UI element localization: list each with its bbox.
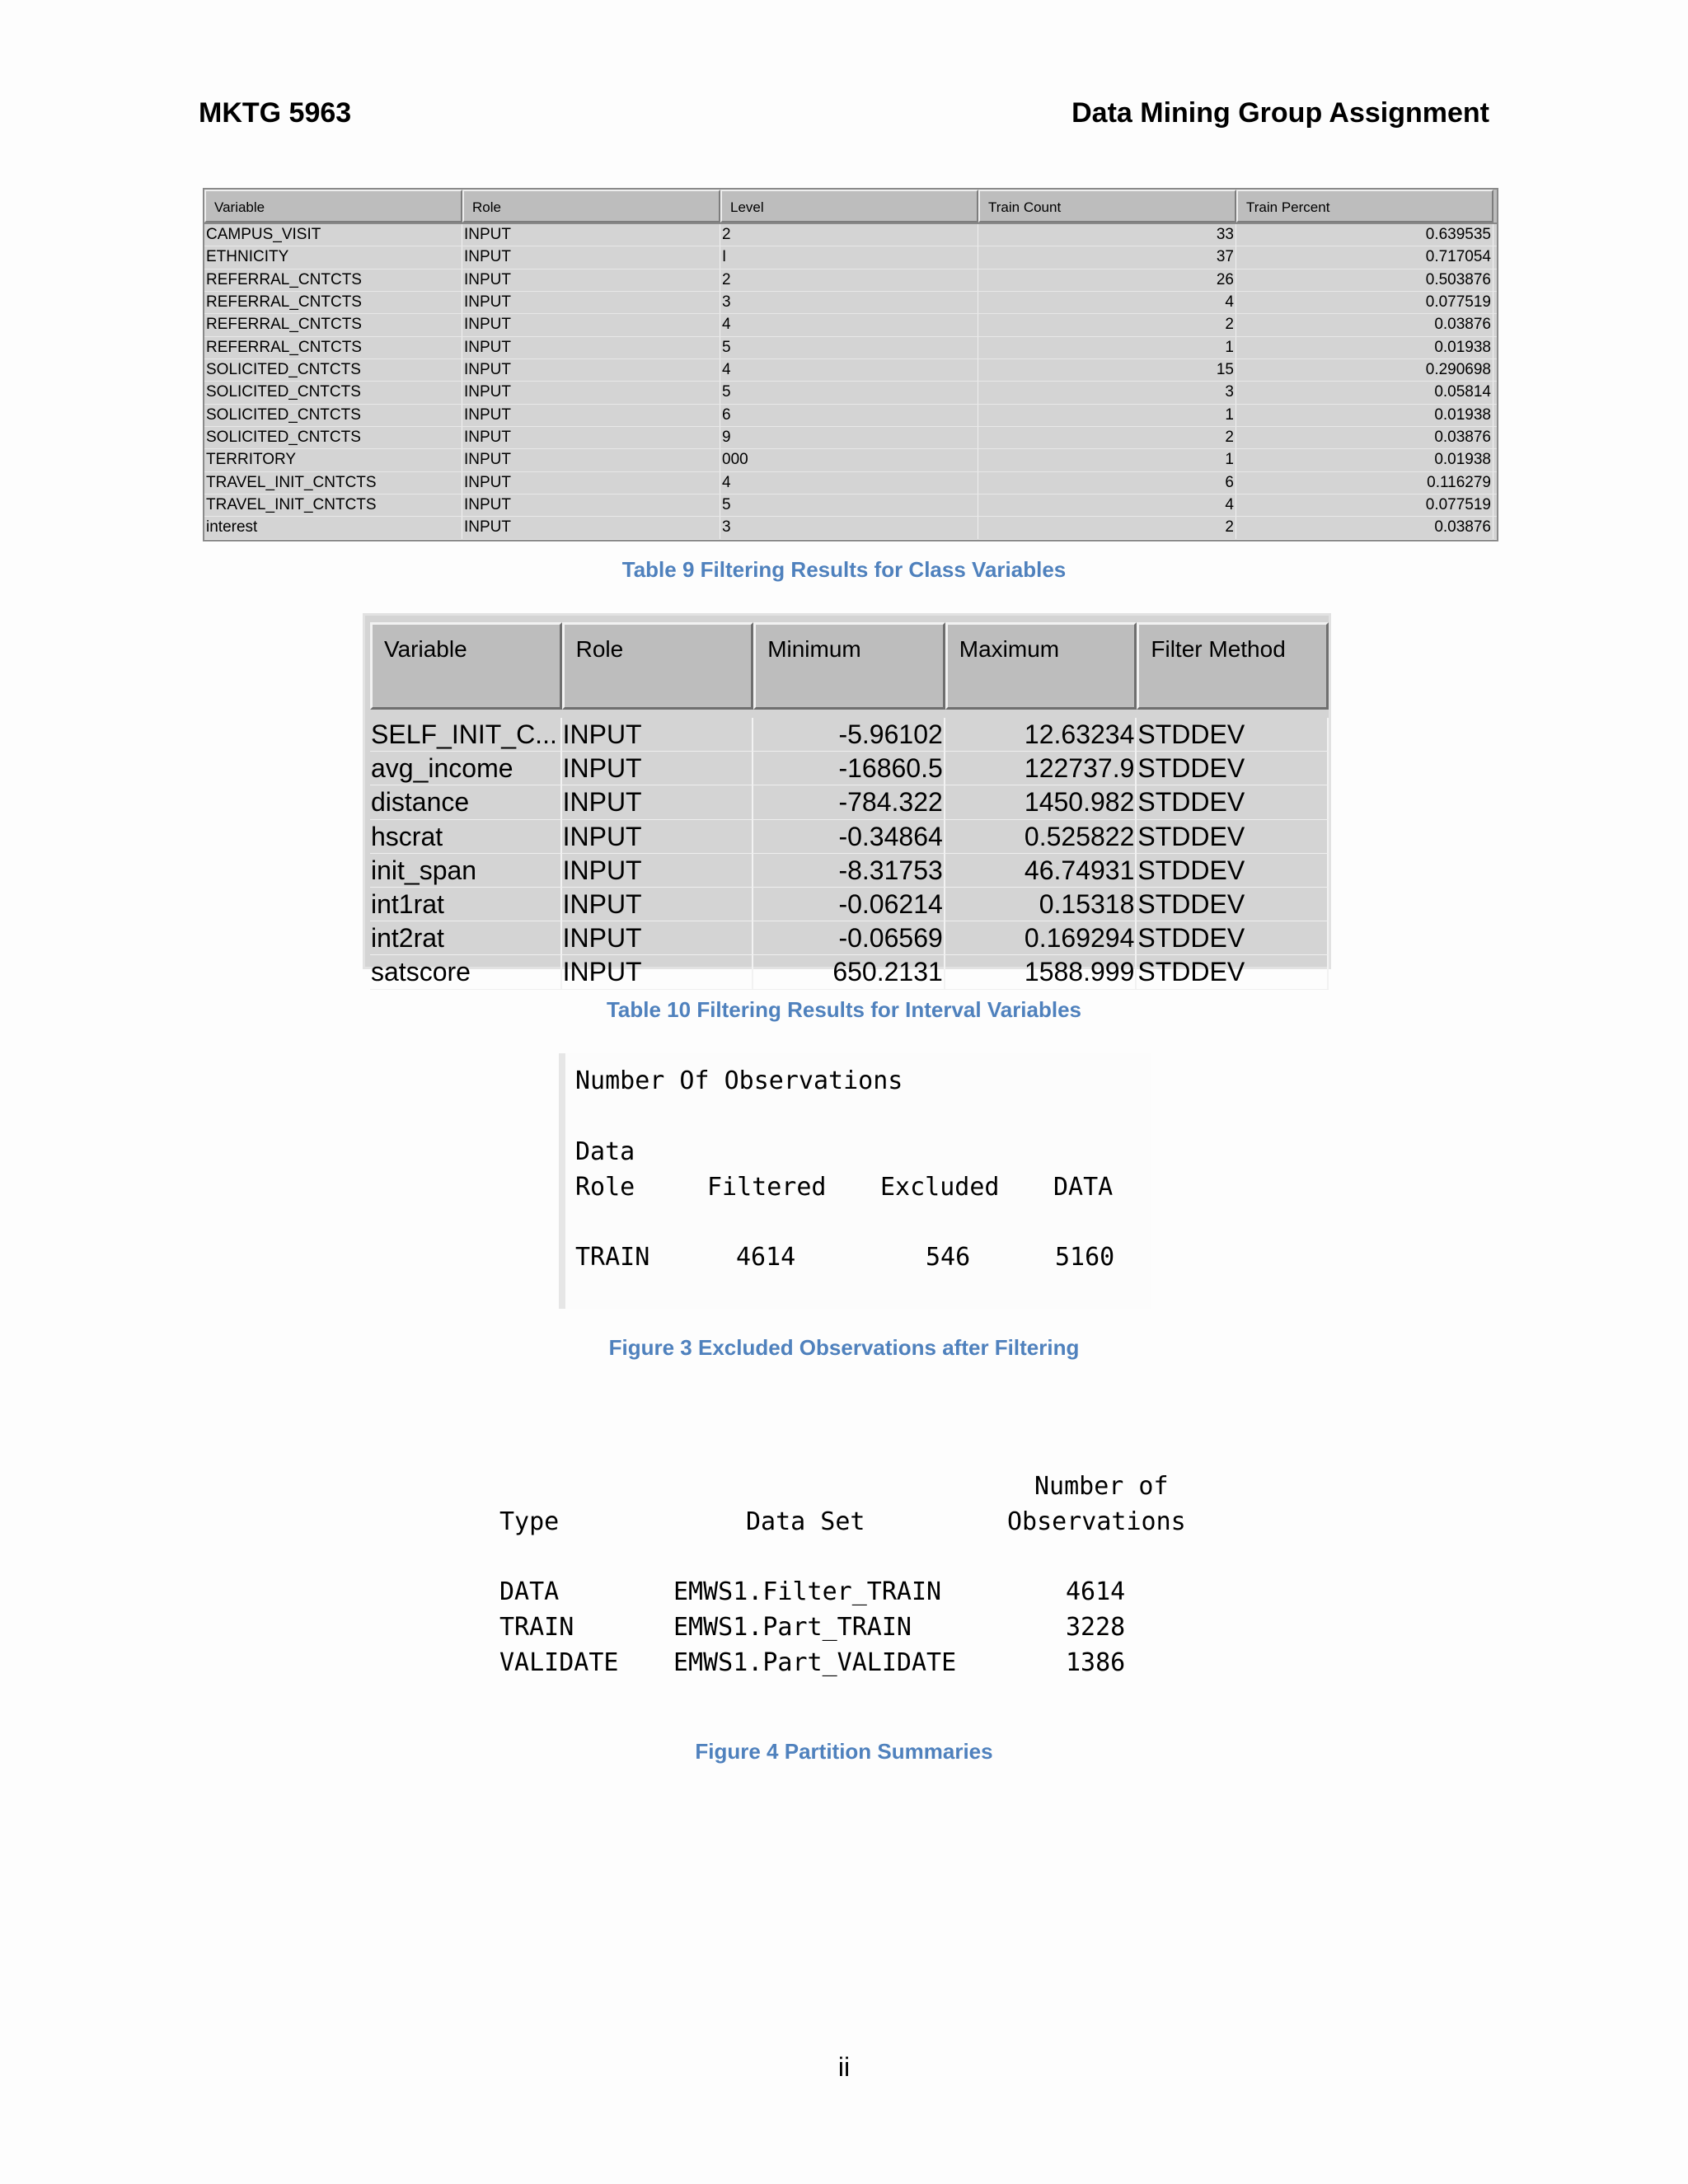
table-cell: 650.2131 bbox=[753, 955, 945, 988]
partition-type: TRAIN bbox=[499, 1613, 574, 1642]
table-cell: STDDEV bbox=[1137, 718, 1329, 751]
table-row[interactable] bbox=[370, 955, 1329, 989]
table-cell: 2 bbox=[720, 269, 978, 291]
table-row[interactable] bbox=[204, 246, 1497, 269]
table-cell: INPUT bbox=[462, 269, 720, 291]
table-cell: 15 bbox=[978, 359, 1236, 381]
table-cell: 4 bbox=[978, 292, 1236, 313]
table-cell: -0.34864 bbox=[753, 820, 945, 853]
excluded-value: 546 bbox=[926, 1243, 971, 1272]
table-cell: SELF_INIT_C... bbox=[370, 718, 562, 751]
table-cell: init_span bbox=[370, 854, 562, 887]
table-cell: I bbox=[720, 246, 978, 268]
table-cell: INPUT bbox=[562, 718, 754, 751]
table-cell: -0.06214 bbox=[753, 888, 945, 921]
role-header-line1: Data bbox=[575, 1137, 635, 1166]
table-cell: INPUT bbox=[462, 472, 720, 494]
table-row[interactable] bbox=[204, 449, 1497, 471]
table-cell: STDDEV bbox=[1137, 888, 1329, 921]
table-cell: SOLICITED_CNTCTS bbox=[204, 427, 462, 448]
table-cell: 1 bbox=[978, 449, 1236, 471]
table-cell: 0.01938 bbox=[1236, 405, 1493, 426]
type-header: Type bbox=[499, 1507, 560, 1536]
table-cell: 3 bbox=[720, 517, 978, 538]
table-row[interactable] bbox=[204, 292, 1497, 314]
table-cell: 0.169294 bbox=[945, 921, 1137, 954]
table-cell: 2 bbox=[978, 517, 1236, 538]
table-cell: 26 bbox=[978, 269, 1236, 291]
table-cell: -16860.5 bbox=[753, 752, 945, 785]
table-cell: STDDEV bbox=[1137, 921, 1329, 954]
table-cell: REFERRAL_CNTCTS bbox=[204, 292, 462, 313]
figure4-caption: Figure 4 Partition Summaries bbox=[695, 1739, 993, 1764]
table-cell: int1rat bbox=[370, 888, 562, 921]
table-cell: 3 bbox=[720, 292, 978, 313]
table-cell: STDDEV bbox=[1137, 752, 1329, 785]
table-cell: INPUT bbox=[562, 854, 754, 887]
table-cell: 0.03876 bbox=[1236, 427, 1493, 448]
table-row[interactable] bbox=[204, 382, 1497, 404]
excluded-observations-output bbox=[559, 1053, 1151, 1309]
dataset-header: Data Set bbox=[746, 1507, 865, 1536]
table-cell: 0.03876 bbox=[1236, 314, 1493, 335]
document-title: Data Mining Group Assignment bbox=[1071, 97, 1489, 129]
column-header-train-percent[interactable]: Train Percent bbox=[1236, 190, 1493, 223]
page-number: ii bbox=[837, 2052, 851, 2082]
table-cell: 0.503876 bbox=[1236, 269, 1493, 291]
table-cell: INPUT bbox=[462, 494, 720, 516]
column-header-role[interactable]: Role bbox=[562, 622, 754, 710]
table-cell: TRAVEL_INIT_CNTCTS bbox=[204, 494, 462, 516]
table-row[interactable] bbox=[204, 337, 1497, 359]
table-cell: TERRITORY bbox=[204, 449, 462, 471]
table-cell: 0.05814 bbox=[1236, 382, 1493, 403]
table-cell: 0.717054 bbox=[1236, 246, 1493, 268]
table-row[interactable] bbox=[204, 359, 1497, 382]
column-header-maximum[interactable]: Maximum bbox=[945, 622, 1137, 710]
table-cell: 2 bbox=[978, 314, 1236, 335]
partition-dataset: EMWS1.Filter_TRAIN bbox=[673, 1577, 942, 1606]
table-cell: INPUT bbox=[562, 752, 754, 785]
table-row[interactable] bbox=[204, 314, 1497, 336]
filtered-header: Filtered bbox=[707, 1173, 827, 1202]
interval-variables-table bbox=[363, 613, 1331, 987]
table-cell: INPUT bbox=[462, 449, 720, 471]
table-cell: 2 bbox=[978, 427, 1236, 448]
table-cell: hscrat bbox=[370, 820, 562, 853]
filtered-value: 4614 bbox=[736, 1243, 796, 1272]
excluded-header: Excluded bbox=[880, 1173, 1000, 1202]
table-cell: INPUT bbox=[462, 246, 720, 268]
table-cell: TRAVEL_INIT_CNTCTS bbox=[204, 472, 462, 494]
table-row[interactable] bbox=[370, 785, 1329, 819]
table-cell: STDDEV bbox=[1137, 785, 1329, 818]
table-cell: INPUT bbox=[562, 888, 754, 921]
course-code: MKTG 5963 bbox=[199, 97, 352, 129]
table-cell: 4 bbox=[978, 494, 1236, 516]
table-cell: INPUT bbox=[462, 427, 720, 448]
table-cell: INPUT bbox=[562, 921, 754, 954]
table-cell: 4 bbox=[720, 314, 978, 335]
table-cell: 1 bbox=[978, 405, 1236, 426]
table-row[interactable] bbox=[204, 517, 1497, 539]
table-cell: INPUT bbox=[562, 785, 754, 818]
table-cell: INPUT bbox=[562, 820, 754, 853]
partition-dataset: EMWS1.Part_VALIDATE bbox=[673, 1648, 957, 1677]
table-cell: 0.290698 bbox=[1236, 359, 1493, 381]
table-cell: 4 bbox=[720, 359, 978, 381]
output-title: Number Of Observations bbox=[575, 1066, 903, 1095]
partition-observations: 3228 bbox=[1066, 1613, 1126, 1642]
table-cell: 0.077519 bbox=[1236, 494, 1493, 516]
table-row[interactable] bbox=[204, 427, 1497, 449]
table-cell: 4 bbox=[720, 472, 978, 494]
table-cell: 1 bbox=[978, 337, 1236, 359]
table-row[interactable] bbox=[204, 224, 1497, 246]
table-cell: int2rat bbox=[370, 921, 562, 954]
table-cell: 0.15318 bbox=[945, 888, 1137, 921]
table10-caption: Table 10 Filtering Results for Interval Variables bbox=[606, 997, 1082, 1022]
table-row[interactable] bbox=[204, 494, 1497, 517]
table-cell: SOLICITED_CNTCTS bbox=[204, 359, 462, 381]
table-cell: -8.31753 bbox=[753, 854, 945, 887]
observations-header-line2: Observations bbox=[1007, 1507, 1186, 1536]
figure3-caption: Figure 3 Excluded Observations after Filtering bbox=[608, 1335, 1080, 1360]
table-cell: REFERRAL_CNTCTS bbox=[204, 337, 462, 359]
table-row[interactable] bbox=[370, 718, 1329, 752]
table-cell: 0.03876 bbox=[1236, 517, 1493, 538]
table-cell: interest bbox=[204, 517, 462, 538]
table-cell: ETHNICITY bbox=[204, 246, 462, 268]
table-cell: 6 bbox=[978, 472, 1236, 494]
page-header bbox=[199, 97, 1489, 138]
table-cell: 12.63234 bbox=[945, 718, 1137, 751]
data-header: DATA bbox=[1053, 1173, 1114, 1202]
table-cell: distance bbox=[370, 785, 562, 818]
table-cell: 0.01938 bbox=[1236, 449, 1493, 471]
table-cell: 9 bbox=[720, 427, 978, 448]
table-cell: 1450.982 bbox=[945, 785, 1137, 818]
table-row[interactable] bbox=[204, 405, 1497, 427]
table-cell: 5 bbox=[720, 337, 978, 359]
column-header-variable[interactable]: Variable bbox=[204, 190, 462, 223]
table-cell: INPUT bbox=[462, 405, 720, 426]
table-cell: -784.322 bbox=[753, 785, 945, 818]
column-header-minimum[interactable]: Minimum bbox=[753, 622, 945, 710]
table-cell: 0.639535 bbox=[1236, 224, 1493, 246]
role-value: TRAIN bbox=[575, 1243, 650, 1272]
table-cell: INPUT bbox=[462, 517, 720, 538]
table-cell: INPUT bbox=[462, 382, 720, 403]
table-cell: -5.96102 bbox=[753, 718, 945, 751]
table-cell: 1588.999 bbox=[945, 955, 1137, 988]
partition-observations: 1386 bbox=[1066, 1648, 1126, 1677]
table-cell: INPUT bbox=[462, 359, 720, 381]
table-cell: 46.74931 bbox=[945, 854, 1137, 887]
table-cell: 6 bbox=[720, 405, 978, 426]
table-cell: 0.01938 bbox=[1236, 337, 1493, 359]
table-row[interactable] bbox=[370, 854, 1329, 888]
table-cell: STDDEV bbox=[1137, 955, 1329, 988]
role-header-line2: Role bbox=[575, 1173, 635, 1202]
table-header-row bbox=[370, 622, 1329, 710]
table-cell: 5 bbox=[720, 494, 978, 516]
partition-type: VALIDATE bbox=[499, 1648, 619, 1677]
column-header-filter-method[interactable]: Filter Method bbox=[1137, 622, 1329, 710]
table-cell: 3 bbox=[978, 382, 1236, 403]
column-header-role[interactable]: Role bbox=[462, 190, 720, 223]
table9-caption: Table 9 Filtering Results for Class Variables bbox=[621, 557, 1067, 582]
table-cell: CAMPUS_VISIT bbox=[204, 224, 462, 246]
table-cell: 33 bbox=[978, 224, 1236, 246]
table-cell: avg_income bbox=[370, 752, 562, 785]
table-row[interactable] bbox=[370, 888, 1329, 921]
table-cell: 0.116279 bbox=[1236, 472, 1493, 494]
table-row[interactable] bbox=[370, 820, 1329, 854]
partition-type: DATA bbox=[499, 1577, 560, 1606]
column-header-variable[interactable]: Variable bbox=[370, 622, 562, 710]
table-cell: 0.077519 bbox=[1236, 292, 1493, 313]
table-cell: 0.525822 bbox=[945, 820, 1137, 853]
table-row[interactable] bbox=[370, 921, 1329, 955]
table-cell: INPUT bbox=[562, 955, 754, 988]
table-row[interactable] bbox=[204, 472, 1497, 494]
table-cell: -0.06569 bbox=[753, 921, 945, 954]
table-cell: INPUT bbox=[462, 224, 720, 246]
table-cell: STDDEV bbox=[1137, 854, 1329, 887]
table-cell: INPUT bbox=[462, 337, 720, 359]
partition-observations: 4614 bbox=[1066, 1577, 1126, 1606]
table-cell: satscore bbox=[370, 955, 562, 988]
partition-dataset: EMWS1.Part_TRAIN bbox=[673, 1613, 912, 1642]
table-row[interactable] bbox=[370, 752, 1329, 785]
column-header-train-count[interactable]: Train Count bbox=[978, 190, 1236, 223]
table-row[interactable] bbox=[204, 269, 1497, 292]
table-cell: INPUT bbox=[462, 292, 720, 313]
observations-header-line1: Number of bbox=[1034, 1472, 1169, 1501]
table-header-row bbox=[204, 190, 1497, 224]
table-cell: REFERRAL_CNTCTS bbox=[204, 269, 462, 291]
table-cell: 000 bbox=[720, 449, 978, 471]
table-cell: SOLICITED_CNTCTS bbox=[204, 382, 462, 403]
table-cell: 2 bbox=[720, 224, 978, 246]
table-cell: REFERRAL_CNTCTS bbox=[204, 314, 462, 335]
table-cell: 5 bbox=[720, 382, 978, 403]
data-value: 5160 bbox=[1055, 1243, 1115, 1272]
table-cell: 122737.9 bbox=[945, 752, 1137, 785]
table-cell: 37 bbox=[978, 246, 1236, 268]
table-cell: STDDEV bbox=[1137, 820, 1329, 853]
column-header-level[interactable]: Level bbox=[720, 190, 978, 223]
table-cell: SOLICITED_CNTCTS bbox=[204, 405, 462, 426]
class-variables-table bbox=[203, 188, 1498, 541]
table-cell: INPUT bbox=[462, 314, 720, 335]
